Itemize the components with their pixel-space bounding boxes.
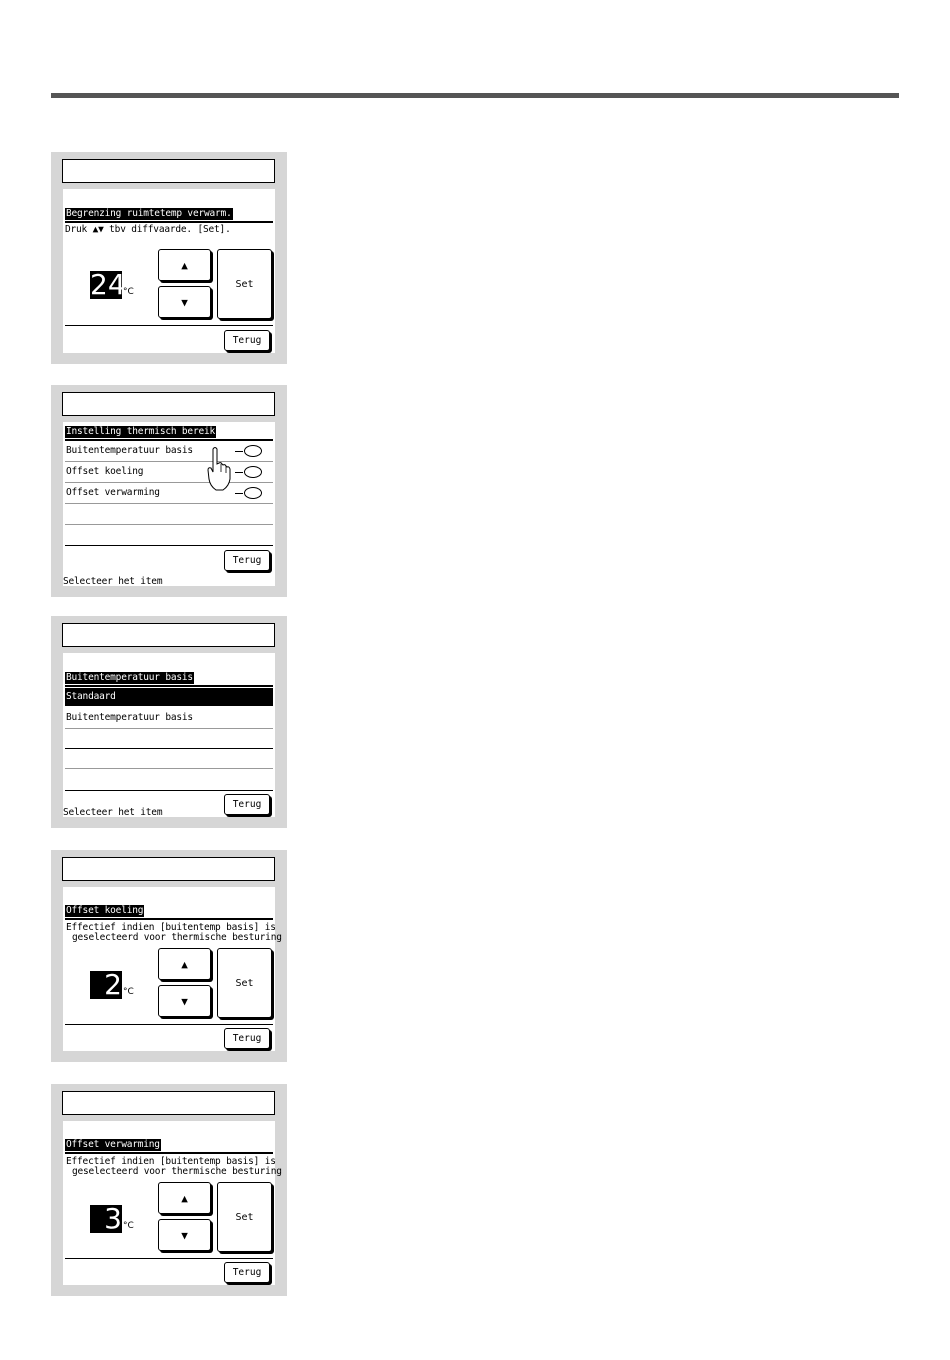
down-arrow-icon: ▼: [181, 1228, 188, 1242]
screen-header: Offset verwarming: [66, 1139, 160, 1150]
row-divider: [65, 728, 273, 729]
unit-label: °C: [123, 987, 134, 997]
back-button[interactable]: Terug: [224, 550, 270, 571]
list-item-offset-heating[interactable]: Offset verwarming: [66, 487, 160, 498]
down-button[interactable]: [158, 1219, 211, 1251]
back-button[interactable]: Terug: [224, 1262, 270, 1283]
header-divider: [65, 221, 273, 223]
back-button[interactable]: Terug: [224, 1028, 270, 1049]
row-divider: [65, 524, 273, 525]
set-button[interactable]: Set: [217, 249, 272, 319]
down-arrow-icon: ▼: [181, 295, 188, 309]
back-button[interactable]: Terug: [224, 330, 270, 351]
touch-circle-icon: [244, 487, 262, 499]
footer-hint: Selecteer het item: [63, 576, 163, 587]
up-arrow-icon: ▲: [181, 258, 188, 272]
up-button[interactable]: [158, 1182, 211, 1214]
touch-tick: [235, 493, 243, 494]
set-button[interactable]: Set: [217, 1182, 272, 1252]
row-divider: [65, 503, 273, 504]
list-item-outdoor-temp-basis[interactable]: Buitentemperatuur basis: [66, 445, 193, 456]
list-item-offset-cooling[interactable]: Offset koeling: [66, 466, 144, 477]
row-divider: [65, 748, 273, 749]
up-button[interactable]: [158, 948, 211, 980]
value-display: 2: [90, 971, 122, 999]
touch-circle-icon: [244, 445, 262, 457]
description-line-1: Effectief indien [buitentemp basis] is: [66, 1156, 276, 1167]
row-divider: [65, 768, 273, 769]
up-arrow-icon: ▲: [181, 1191, 188, 1205]
down-arrow-icon: ▼: [181, 994, 188, 1008]
option-label: Standaard: [66, 691, 116, 702]
option-standaard-selected[interactable]: [65, 688, 273, 706]
title-bar: [62, 623, 275, 647]
title-bar: [62, 159, 275, 183]
footer-divider: [65, 1258, 273, 1259]
screen-area: [63, 1121, 282, 1285]
screen-panel-offset-heating: [51, 1084, 287, 1296]
touch-circle-icon: [244, 466, 262, 478]
instruction-text: Druk ▲▼ tbv diffvaarde. [Set].: [65, 224, 231, 235]
title-bar: [62, 392, 275, 416]
down-button[interactable]: [158, 286, 211, 318]
screen-header: Instelling thermisch bereik: [66, 426, 216, 437]
footer-hint: Selecteer het item: [63, 807, 163, 818]
description-line-1: Effectief indien [buitentemp basis] is: [66, 922, 276, 933]
screen-area: [63, 653, 275, 817]
touch-tick: [235, 451, 243, 452]
screen-panel-offset-cooling: [51, 850, 287, 1062]
footer-divider: [65, 325, 273, 326]
screen-panel-thermal-range: [51, 385, 287, 597]
value-display: 24: [90, 268, 126, 301]
section-rule: [51, 93, 899, 98]
value-display: 3: [90, 1205, 122, 1233]
footer-divider: [65, 790, 273, 791]
header-divider: [65, 1152, 273, 1154]
up-arrow-icon: ▲: [181, 957, 188, 971]
screen-header: Buitentemperatuur basis: [66, 672, 193, 683]
row-divider: [65, 482, 273, 483]
screen-area: [63, 189, 275, 353]
screen-panel-outdoor-temp-basis: [51, 616, 287, 828]
footer-divider: [65, 1024, 273, 1025]
unit-label: °C: [123, 1221, 134, 1231]
unit-label: °C: [123, 287, 134, 297]
header-divider: [65, 918, 273, 920]
screen-header: Begrenzing ruimtetemp verwarm.: [66, 208, 232, 219]
screen-panel-room-temp-limit: [51, 152, 287, 364]
description-line-2: geselecteerd voor thermische besturing: [72, 932, 282, 943]
title-bar: [62, 1091, 275, 1115]
set-button[interactable]: Set: [217, 948, 272, 1018]
header-divider: [65, 439, 273, 441]
down-button[interactable]: [158, 985, 211, 1017]
up-button[interactable]: [158, 249, 211, 281]
row-divider: [65, 461, 273, 462]
header-divider: [65, 685, 273, 687]
screen-area: [63, 422, 275, 586]
option-outdoor-temp-basis[interactable]: Buitentemperatuur basis: [66, 712, 193, 723]
touch-tick: [235, 472, 243, 473]
hand-pointer-icon: [207, 446, 235, 492]
screen-header: Offset koeling: [66, 905, 144, 916]
back-button[interactable]: Terug: [224, 794, 270, 815]
description-line-2: geselecteerd voor thermische besturing: [72, 1166, 282, 1177]
screen-area: [63, 887, 282, 1051]
title-bar: [62, 857, 275, 881]
footer-divider: [65, 545, 273, 546]
